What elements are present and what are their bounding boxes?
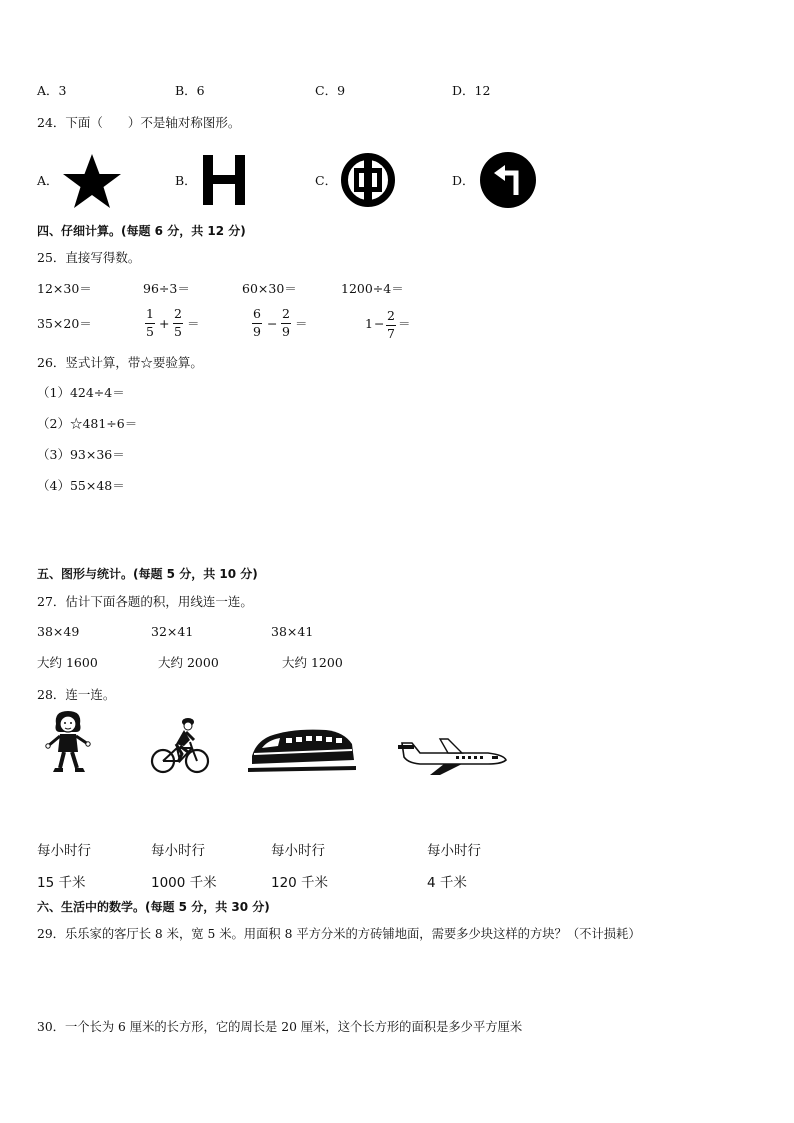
fraction bbox=[173, 308, 183, 338]
speed-label-2: 每小时行 bbox=[151, 843, 205, 859]
q26-item-2: （2）☆481÷6＝ bbox=[37, 416, 138, 431]
equals: ＝ bbox=[295, 316, 308, 331]
q27-product-1: 38×49 bbox=[37, 624, 80, 639]
section5-title: 五、图形与统计。(每题 5 分，共 10 分) bbox=[37, 567, 258, 581]
star-icon bbox=[60, 152, 124, 210]
airplane-icon bbox=[396, 733, 508, 777]
numerator: 1 bbox=[145, 308, 155, 324]
denominator: 5 bbox=[146, 323, 154, 339]
section4-title: 四、仔细计算。(每题 6 分，共 12 分) bbox=[37, 224, 246, 238]
fraction bbox=[281, 308, 291, 338]
distance-3: 120 千米 bbox=[271, 875, 329, 891]
whole-number: 1 bbox=[365, 316, 373, 331]
distance-4: 4 千米 bbox=[427, 875, 467, 891]
q27-product-3: 38×41 bbox=[271, 624, 314, 639]
calc-5: 35×20＝ bbox=[37, 316, 92, 331]
train-icon bbox=[248, 726, 358, 774]
denominator: 5 bbox=[174, 323, 182, 339]
q24-label-c: C． bbox=[315, 173, 338, 188]
equals: ＝ bbox=[187, 316, 200, 331]
q27-estimate-1: 大约 1600 bbox=[37, 655, 98, 670]
q24-label-d: D． bbox=[452, 173, 475, 188]
q23-option-b: B．6 bbox=[175, 83, 205, 98]
speed-label-1: 每小时行 bbox=[37, 843, 91, 859]
q23-option-a: A．3 bbox=[37, 83, 67, 98]
calc-1: 12×30＝ bbox=[37, 281, 92, 296]
fraction bbox=[386, 310, 396, 340]
q24-question: 24．下面（ ）不是轴对称图形。 bbox=[37, 115, 241, 130]
equals: ＝ bbox=[398, 316, 411, 331]
turn-left-sign-icon bbox=[479, 151, 537, 209]
operator: + bbox=[159, 316, 170, 331]
q24-label-b: B． bbox=[175, 173, 197, 188]
q28-title: 28．连一连。 bbox=[37, 687, 116, 702]
q27-product-2: 32×41 bbox=[151, 624, 194, 639]
denominator: 9 bbox=[253, 323, 261, 339]
speed-label-3: 每小时行 bbox=[271, 843, 325, 859]
q26-item-1: （1）424÷4＝ bbox=[37, 385, 125, 400]
operator: − bbox=[374, 316, 385, 331]
bank-logo-icon bbox=[340, 152, 396, 208]
calc-3: 60×30＝ bbox=[242, 281, 297, 296]
q23-option-c: C．9 bbox=[315, 83, 346, 98]
denominator: 7 bbox=[387, 325, 395, 341]
calc-2: 96÷3＝ bbox=[143, 281, 190, 296]
numerator: 2 bbox=[281, 308, 291, 324]
distance-1: 15 千米 bbox=[37, 875, 86, 891]
q26-title: 26．竖式计算，带☆要验算。 bbox=[37, 355, 203, 370]
walking-girl-icon bbox=[44, 708, 92, 774]
numerator: 2 bbox=[386, 310, 396, 326]
q27-estimate-3: 大约 1200 bbox=[282, 655, 343, 670]
letter-h-icon bbox=[201, 154, 247, 206]
section6-title: 六、生活中的数学。(每题 5 分，共 30 分) bbox=[37, 900, 270, 914]
operator: − bbox=[267, 316, 278, 331]
q26-item-3: （3）93×36＝ bbox=[37, 447, 125, 462]
distance-2: 1000 千米 bbox=[151, 875, 217, 891]
numerator: 2 bbox=[173, 308, 183, 324]
fraction bbox=[145, 308, 155, 338]
q24-label-a: A． bbox=[37, 173, 59, 188]
denominator: 9 bbox=[282, 323, 290, 339]
calc-4: 1200÷4＝ bbox=[341, 281, 404, 296]
numerator: 6 bbox=[252, 308, 262, 324]
q26-item-4: （4）55×48＝ bbox=[37, 478, 125, 493]
q30-text: 30．一个长为 6 厘米的长方形，它的周长是 20 厘米，这个长方形的面积是多少平方厘米 bbox=[37, 1020, 523, 1034]
q27-title: 27．估计下面各题的积，用线连一连。 bbox=[37, 594, 253, 609]
q25-title: 25．直接写得数。 bbox=[37, 250, 141, 265]
fraction bbox=[252, 308, 262, 338]
cyclist-icon bbox=[150, 714, 210, 776]
q29-text: 29．乐乐家的客厅长 8 米，宽 5 米。用面积 8 平方分米的方砖铺地面，需要多少块这样的方块？（不计损耗） bbox=[37, 927, 641, 941]
q23-option-d: D．12 bbox=[452, 83, 491, 98]
speed-label-4: 每小时行 bbox=[427, 843, 481, 859]
q27-estimate-2: 大约 2000 bbox=[158, 655, 219, 670]
